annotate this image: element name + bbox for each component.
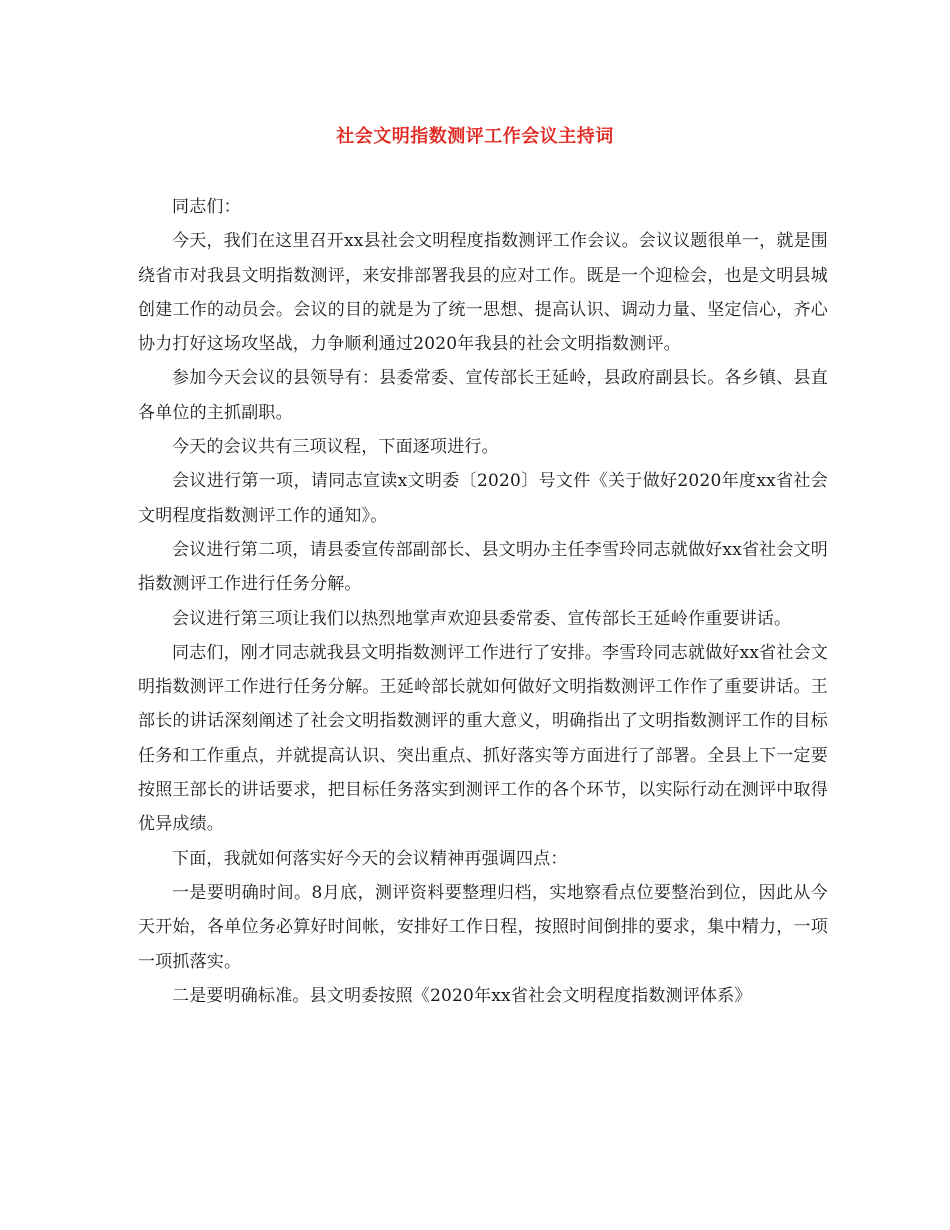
- paragraph-four-points: 下面，我就如何落实好今天的会议精神再强调四点：: [172, 848, 568, 869]
- document-title: 社会文明指数测评工作会议主持词: [336, 126, 614, 147]
- paragraph-summary: 同志们，刚才同志就我县文明指数测评工作进行了安排。李雪玲同志就做好xx省社会文明指数测评工作进行任务分解。王延岭部长就如何做好文明指数测评工作作了重要讲话。王部长的讲话深刻阐述了社会文明指数测评的重大意义，明确指出了文明指数测评工作的目标任务和工作重点，并就提高认识、突出重点、抓好落实等方面进行了部署。全县上下一定要按照王部长的讲话要求，把目标任务落实到测评工作的各个环节，以实际行动在测评中取得优异成绩。: [138, 642, 828, 835]
- paragraph-item-one: 会议进行第一项，请同志宣读x文明委〔2020〕号文件《关于做好2020年度xx省社会文明程度指数测评工作的通知》。: [138, 471, 828, 526]
- paragraph-item-three: 会议进行第三项让我们以热烈地掌声欢迎县委常委、宣传部长王延岭作重要讲话。: [172, 608, 792, 629]
- paragraph-greeting: 同志们：: [172, 197, 241, 217]
- paragraph-attendees: 参加今天会议的县领导有：县委常委、宣传部长王延岭，县政府副县长。各乡镇、县直各单位的主抓副职。: [138, 368, 828, 423]
- paragraph-point-standard: 二是要明确标准。县文明委按照《2020年xx省社会文明程度指数测评体系》: [172, 985, 752, 1006]
- paragraph-agenda: 今天的会议共有三项议程，下面逐项进行。: [172, 437, 499, 458]
- paragraph-item-two: 会议进行第二项，请县委宣传部副部长、县文明办主任李雪玲同志就做好xx省社会文明指数测评工作进行任务分解。: [138, 539, 828, 595]
- document-body: [138, 190, 828, 1013]
- paragraph-meeting-intro: 今天，我们在这里召开xx县社会文明程度指数测评工作会议。会议议题很单一，就是围绕省市对我县文明指数测评，来安排部署我县的应对工作。既是一个迎检会，也是文明县城创建工作的动员会。会议的目的就是为了统一思想、提高认识、调动力量、坚定信心，齐心协力打好这场攻坚战，力争顺利通过2020年我县的社会文明指数测评。: [138, 231, 828, 355]
- paragraph-point-time: 一是要明确时间。8月底，测评资料要整理归档，实地察看点位要整治到位，因此从今天开始，各单位务必算好时间帐，安排好工作日程，按照时间倒排的要求，集中精力，一项一项抓落实。: [138, 882, 828, 972]
